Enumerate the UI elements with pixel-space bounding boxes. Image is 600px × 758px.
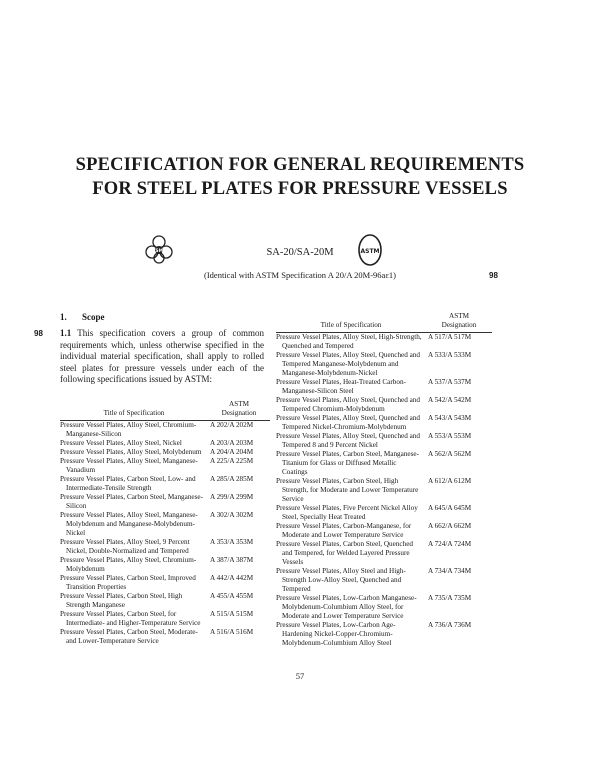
astm-designation-cell: A 204/A 204M <box>210 448 254 456</box>
spec-title-cell: Pressure Vessel Plates, Alloy Steel, Chromium-Molybdenum <box>60 556 197 573</box>
col-header-title: Title of Specification <box>60 400 208 421</box>
spec-title-cell: Pressure Vessel Plates, Alloy Steel, High-Strength, Quenched and Tempered <box>276 333 422 350</box>
spec-title-cell: Pressure Vessel Plates, Carbon Steel, Quenched and Tempered, for Welded Layered Pressure Vessels <box>276 540 413 566</box>
paragraph-number: 1.1 <box>60 328 72 338</box>
table-row <box>276 621 492 648</box>
title-line-2: FOR STEEL PLATES FOR PRESSURE VESSELS <box>92 179 508 199</box>
astm-designation-cell: A 202/A 202M <box>210 421 254 429</box>
table-row <box>276 504 492 522</box>
table-row <box>60 439 270 448</box>
table-row <box>276 522 492 540</box>
table-row <box>276 477 492 504</box>
astm-designation-cell: A 455/A 455M <box>210 592 254 600</box>
spec-title-cell: Pressure Vessel Plates, Carbon Steel, Low- and Intermediate-Tensile Strength <box>60 475 196 492</box>
astm-designation-cell: A 302/A 302M <box>210 511 254 519</box>
spec-title-cell: Pressure Vessel Plates, Low-Carbon Manganese-Molybdenum-Columbium Alloy Steel, for Moderate and Lower Temperature Service <box>276 594 417 620</box>
astm-designation-cell: A 612/A 612M <box>428 477 472 485</box>
spec-title-cell: Pressure Vessel Plates, Carbon Steel, Moderate- and Lower-Temperature Service <box>60 628 198 645</box>
astm-logo-icon <box>357 233 383 267</box>
spec-title-cell: Pressure Vessel Plates, Carbon-Manganese, for Moderate and Lower Temperature Service <box>276 522 412 539</box>
col-header-astm: ASTM Designation <box>426 312 492 333</box>
astm-designation-cell: A 515/A 515M <box>210 610 254 618</box>
spec-title-cell: Pressure Vessel Plates, Low-Carbon Age-Hardening Nickel-Copper-Chromium-Molybdenum-Columbium Alloy Steel <box>276 621 396 647</box>
table-row <box>276 378 492 396</box>
spec-title-cell: Pressure Vessel Plates, Alloy Steel, Manganese-Molybdenum and Manganese-Molybdenum-Nickel <box>60 511 198 537</box>
table-row <box>60 574 270 592</box>
table-row <box>276 594 492 621</box>
astm-designation-cell: A 734/A 734M <box>428 567 472 575</box>
spec-title-cell: Pressure Vessel Plates, Alloy Steel and High-Strength Low-Alloy Steel, Quenched and Tempered <box>276 567 406 593</box>
astm-designation-cell: A 442/A 442M <box>210 574 254 582</box>
scope-paragraph <box>60 328 264 386</box>
margin-number: 98 <box>34 329 43 338</box>
col-header-astm: ASTM Designation <box>208 400 270 421</box>
spec-title-cell: Pressure Vessel Plates, Alloy Steel, Quenched and Tempered Manganese-Molybdenum and Manganese-Molybdenum-Nickel <box>276 351 420 377</box>
section-title: Scope <box>82 312 105 322</box>
title-line-1: SPECIFICATION FOR GENERAL REQUIREMENTS <box>75 155 525 175</box>
spec-title-cell: Pressure Vessel Plates, Carbon Steel, Manganese-Titanium for Glass or Diffused Metallic Coatings <box>276 450 419 476</box>
astm-designation-cell: A 299/A 299M <box>210 493 254 501</box>
spec-table-right <box>276 312 492 648</box>
spec-title-cell: Pressure Vessel Plates, Alloy Steel, Molybdenum <box>60 448 202 456</box>
astm-designation-cell: A 225/A 225M <box>210 457 254 465</box>
table-row <box>60 421 270 440</box>
section-number: 1. <box>60 312 67 322</box>
astm-designation-cell: A 285/A 285M <box>210 475 254 483</box>
margin-number: 98 <box>489 271 498 280</box>
spec-title-cell: Pressure Vessel Plates, Alloy Steel, Chromium-Manganese-Silicon <box>60 421 197 438</box>
table-row <box>276 540 492 567</box>
table-row <box>60 448 270 457</box>
identical-note: (Identical with ASTM Specification A 20/A 20M-96aε1) <box>204 270 396 280</box>
astm-designation-cell: A 517/A 517M <box>428 333 472 341</box>
spec-title-cell: Pressure Vessel Plates, Carbon Steel, Manganese-Silicon <box>60 493 203 510</box>
table-row <box>60 592 270 610</box>
astm-designation-cell: A 516/A 516M <box>210 628 254 636</box>
spec-title-cell: Pressure Vessel Plates, Carbon Steel, High Strength, for Moderate and Lower Temperature Service <box>276 477 419 503</box>
astm-designation-cell: A 553/A 553M <box>428 432 472 440</box>
table-header-row <box>60 400 270 421</box>
astm-designation-cell: A 662/A 662M <box>428 522 472 530</box>
astm-designation-cell: A 562/A 562M <box>428 450 472 458</box>
table-row <box>60 493 270 511</box>
table-row <box>60 538 270 556</box>
table-row <box>60 457 270 475</box>
table-row <box>60 475 270 493</box>
spec-title-cell: Pressure Vessel Plates, Alloy Steel, Quenched and Tempered Chromium-Molybdenum <box>276 396 420 413</box>
astm-designation-cell: A 533/A 533M <box>428 351 472 359</box>
astm-designation-cell: A 736/A 736M <box>428 621 472 629</box>
table-row <box>276 432 492 450</box>
paragraph-text: This specification covers a group of common requirements which, unless otherwise specified in the individual material specification, shall apply to rolled steel plates for pressure vessels under each of the following specifications issued by ASTM: <box>60 328 264 385</box>
astm-designation-cell: A 735/A 735M <box>428 594 472 602</box>
table-row <box>276 333 492 352</box>
svg-text:ASME: ASME <box>151 249 167 254</box>
table-row <box>276 351 492 378</box>
table-row <box>60 556 270 574</box>
astm-designation-cell: A 353/A 353M <box>210 538 254 546</box>
astm-designation-cell: A 645/A 645M <box>428 504 472 512</box>
spec-table-left <box>60 400 270 646</box>
astm-designation-cell: A 203/A 203M <box>210 439 254 447</box>
astm-designation-cell: A 543/A 543M <box>428 414 472 422</box>
col-header-title: Title of Specification <box>276 312 426 333</box>
table-row <box>276 414 492 432</box>
spec-title-cell: Pressure Vessel Plates, Alloy Steel, Quenched and Tempered 8 and 9 Percent Nickel <box>276 432 420 449</box>
table-header-row <box>276 312 492 333</box>
astm-designation-cell: A 542/A 542M <box>428 396 472 404</box>
svg-text:ASTM: ASTM <box>360 248 380 255</box>
astm-designation-cell: A 537/A 537M <box>428 378 472 386</box>
spec-title-cell: Pressure Vessel Plates, Alloy Steel, 9 Percent Nickel, Double-Normalized and Tempered <box>60 538 190 555</box>
table-row <box>60 628 270 646</box>
spec-title-cell: Pressure Vessel Plates, Carbon Steel, Improved Transition Properties <box>60 574 196 591</box>
spec-title-cell: Pressure Vessel Plates, Alloy Steel, Quenched and Tempered Nickel-Chromium-Molybdenum <box>276 414 420 431</box>
spec-title-cell: Pressure Vessel Plates, Alloy Steel, Manganese-Vanadium <box>60 457 198 474</box>
spec-title-cell: Pressure Vessel Plates, Carbon Steel, for Intermediate- and Higher-Temperature Service <box>60 610 201 627</box>
table-row <box>276 450 492 477</box>
designation: SA-20/SA-20M <box>266 247 334 258</box>
table-row <box>60 511 270 538</box>
astm-designation-cell: A 387/A 387M <box>210 556 254 564</box>
astm-designation-cell: A 724/A 724M <box>428 540 472 548</box>
spec-title-cell: Pressure Vessel Plates, Alloy Steel, Nickel <box>60 439 182 447</box>
scope-heading <box>60 312 105 322</box>
table-row <box>276 567 492 594</box>
spec-title-cell: Pressure Vessel Plates, Carbon Steel, High Strength Manganese <box>60 592 183 609</box>
page-number: 57 <box>295 671 305 681</box>
table-row <box>276 396 492 414</box>
spec-title-cell: Pressure Vessel Plates, Heat-Treated Carbon-Manganese-Silicon Steel <box>276 378 406 395</box>
spec-title-cell: Pressure Vessel Plates, Five Percent Nickel Alloy Steel, Specially Heat Treated <box>276 504 418 521</box>
table-row <box>60 610 270 628</box>
